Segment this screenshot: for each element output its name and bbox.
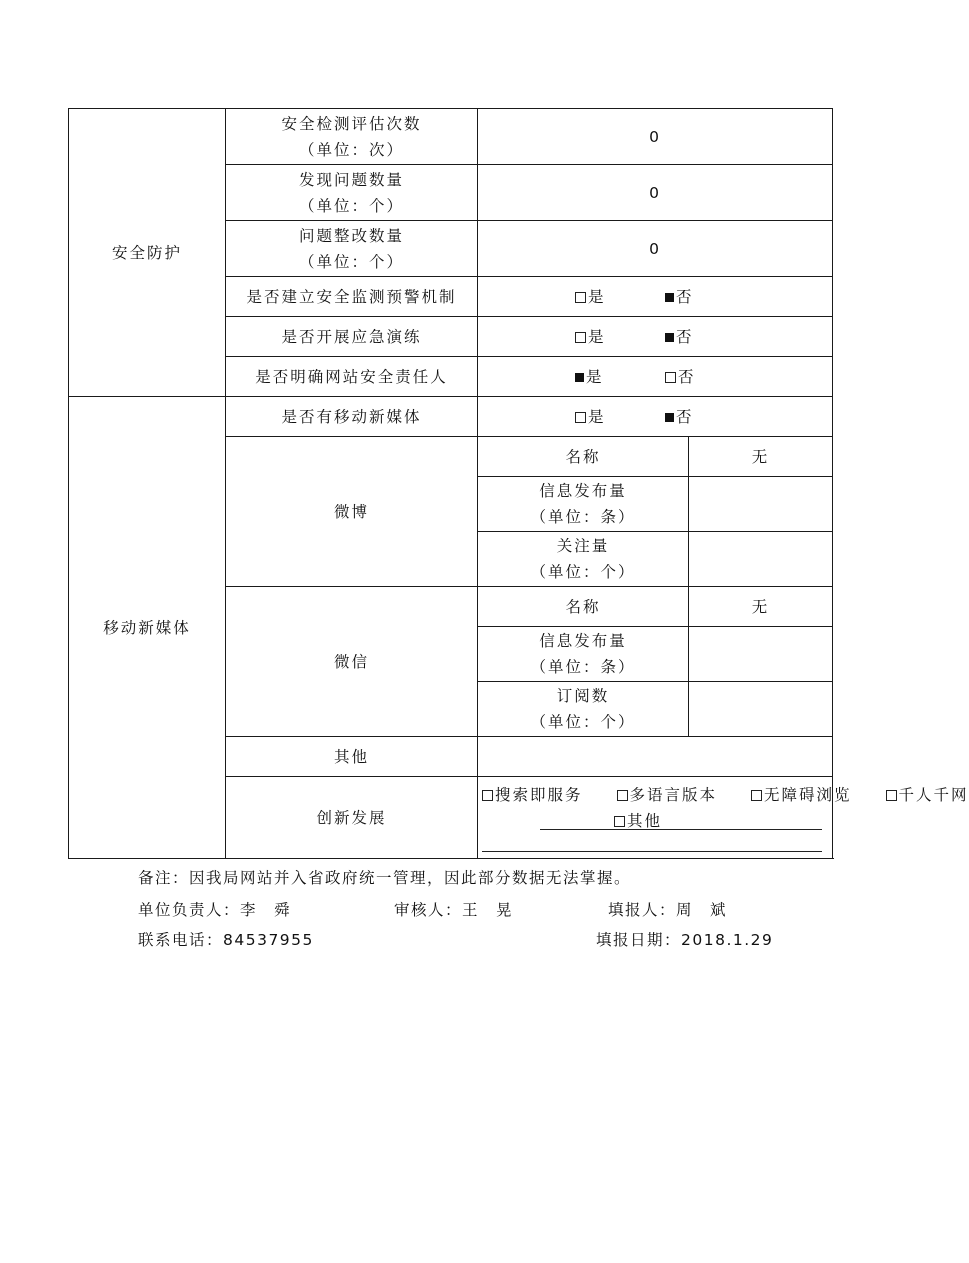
table-row (69, 109, 833, 165)
yes-no-cell (478, 277, 833, 317)
unit-text: （单位：次） (298, 140, 404, 159)
innovation-option[interactable]: 千人千网 (886, 780, 969, 810)
unit-text: （单位：个） (298, 252, 404, 271)
category-innovation: 创新发展 (226, 777, 478, 859)
value-cell[interactable]: 0 (478, 109, 833, 165)
weixin-label: 微信 (226, 587, 478, 737)
row-label (226, 221, 478, 277)
contact-line (138, 928, 773, 950)
reviewer-label: 审核人：王 晃 (394, 901, 514, 919)
sub-label: 信息发布量 （单位：条） (478, 627, 689, 682)
other-input-line-2[interactable] (482, 851, 822, 852)
checkbox-filled-icon[interactable] (665, 293, 674, 302)
unit-text: （单位：个） (298, 196, 404, 215)
label-text: 安全检测评估次数 (281, 114, 422, 133)
row-label: 是否明确网站安全责任人 (226, 357, 478, 397)
sub-label: 名称 (478, 437, 689, 477)
yes-option[interactable]: 是 (575, 404, 645, 430)
innovation-option[interactable]: 无障碍浏览 (751, 780, 852, 810)
checkbox-empty-icon[interactable] (614, 816, 625, 827)
row-label: 是否开展应急演练 (226, 317, 478, 357)
value-cell[interactable] (689, 532, 833, 587)
note-text: 备注：因我局网站并入省政府统一管理，因此部分数据无法掌握。 (138, 869, 632, 887)
yes-no-cell (478, 397, 833, 437)
checkbox-empty-icon[interactable] (665, 372, 676, 383)
yes-no-cell (478, 317, 833, 357)
row-label: 是否有移动新媒体 (226, 397, 478, 437)
sub-label: 订阅数 （单位：个） (478, 682, 689, 737)
checkbox-empty-icon[interactable] (482, 790, 493, 801)
head-label: 单位负责人：李 舜 (138, 901, 292, 919)
innovation-options (478, 777, 969, 859)
label-text: 问题整改数量 (298, 226, 404, 245)
filler-label: 填报人：周 斌 (608, 901, 728, 919)
innovation-option[interactable]: 搜索即服务 (482, 780, 583, 810)
checkbox-empty-icon[interactable] (575, 292, 586, 303)
sub-label: 关注量 （单位：个） (478, 532, 689, 587)
row-label: 是否建立安全监测预警机制 (226, 277, 478, 317)
value-cell[interactable]: 0 (478, 221, 833, 277)
yes-option[interactable]: 是 (575, 364, 645, 390)
checkbox-empty-icon[interactable] (617, 790, 628, 801)
other-input-line[interactable] (540, 829, 822, 830)
signers-line (138, 898, 727, 920)
value-cell[interactable]: 0 (478, 165, 833, 221)
no-option[interactable]: 否 (665, 364, 735, 390)
checkbox-filled-icon[interactable] (575, 373, 584, 382)
yes-option[interactable]: 是 (575, 324, 645, 350)
checkbox-filled-icon[interactable] (665, 413, 674, 422)
label-text: 发现问题数量 (298, 170, 404, 189)
statistics-table (68, 108, 969, 859)
no-option[interactable]: 否 (665, 284, 735, 310)
value-cell[interactable] (689, 477, 833, 532)
innovation-other-option[interactable]: 其他 (614, 810, 662, 832)
row-label (226, 165, 478, 221)
category-security: 安全防护 (69, 109, 226, 397)
value-cell[interactable]: 无 (689, 587, 833, 627)
checkbox-empty-icon[interactable] (575, 332, 586, 343)
no-option[interactable]: 否 (665, 404, 735, 430)
sub-label: 信息发布量 （单位：条） (478, 477, 689, 532)
innovation-option[interactable]: 多语言版本 (617, 780, 718, 810)
checkbox-empty-icon[interactable] (886, 790, 897, 801)
checkbox-empty-icon[interactable] (751, 790, 762, 801)
value-cell[interactable] (689, 627, 833, 682)
phone-label: 联系电话：84537955 (138, 931, 314, 949)
table-row (69, 397, 833, 437)
yes-no-cell (478, 357, 833, 397)
row-label (226, 109, 478, 165)
value-cell[interactable] (689, 682, 833, 737)
date-label: 填报日期：2018.1.29 (596, 931, 774, 949)
yes-option[interactable]: 是 (575, 284, 645, 310)
category-mobile: 移动新媒体 (69, 397, 226, 859)
value-cell[interactable] (478, 737, 833, 777)
no-option[interactable]: 否 (665, 324, 735, 350)
row-label: 其他 (226, 737, 478, 777)
checkbox-empty-icon[interactable] (575, 412, 586, 423)
sub-label: 名称 (478, 587, 689, 627)
value-cell[interactable]: 无 (689, 437, 833, 477)
weibo-label: 微博 (226, 437, 478, 587)
checkbox-filled-icon[interactable] (665, 333, 674, 342)
